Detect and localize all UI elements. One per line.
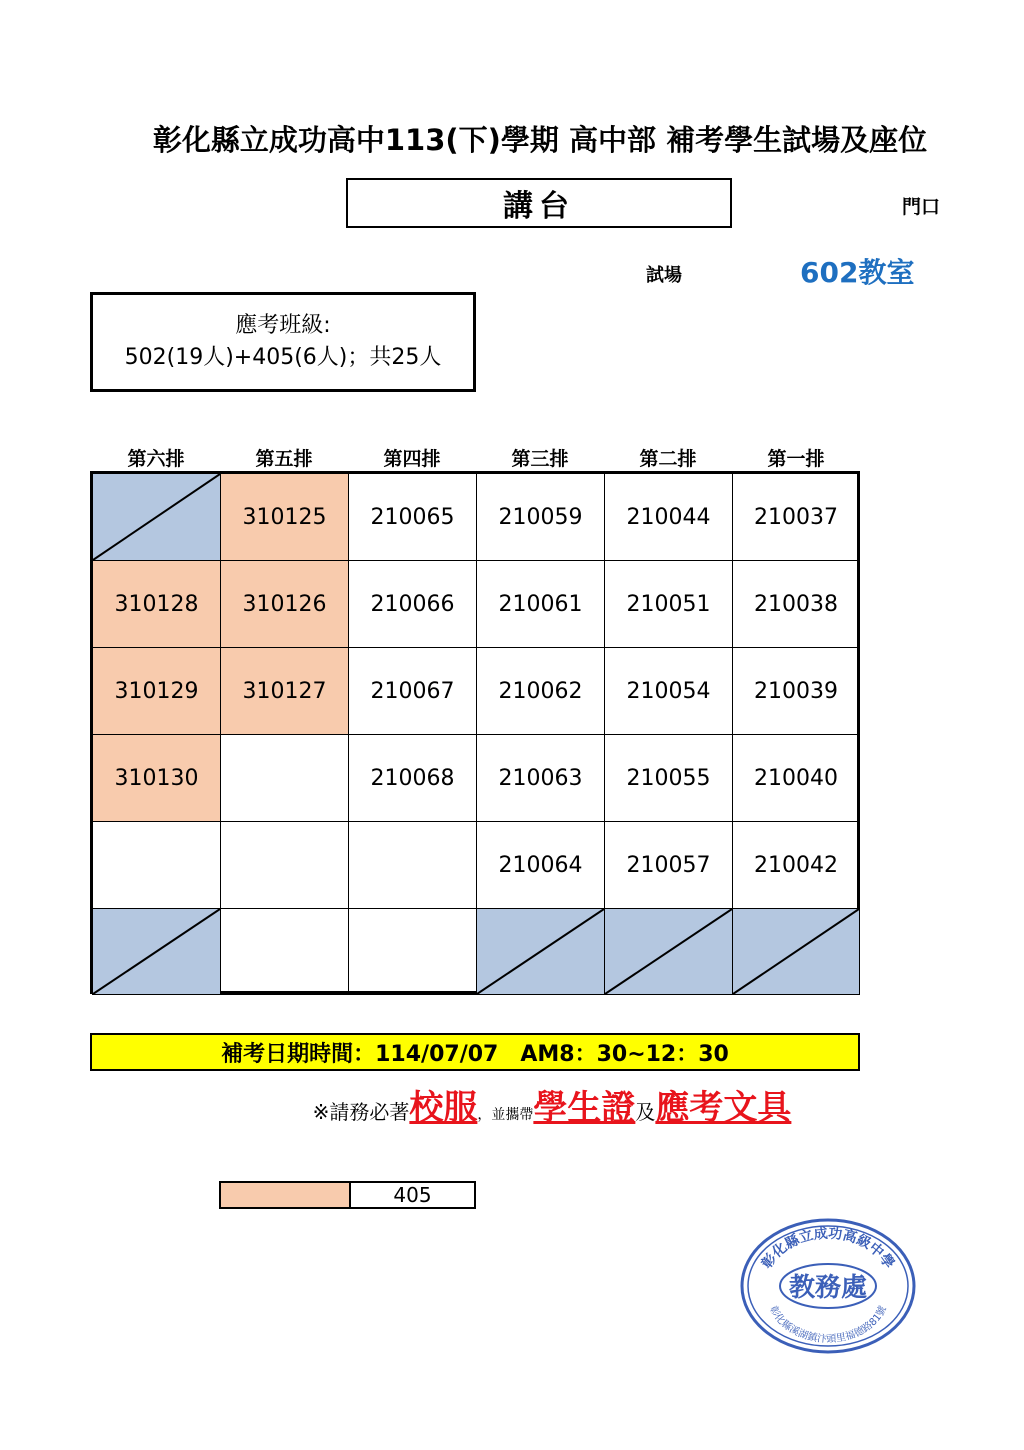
seat-cell bbox=[604, 647, 733, 735]
notice-student-id: 學生證 bbox=[533, 1088, 636, 1128]
seat-cell bbox=[732, 560, 860, 648]
seat-number: 310128 bbox=[114, 591, 199, 617]
seat-cell bbox=[476, 908, 605, 995]
seat-cell bbox=[732, 908, 860, 995]
seat-cell bbox=[220, 473, 349, 561]
seat-number: 210066 bbox=[370, 591, 455, 617]
column-header: 第三排 bbox=[511, 448, 569, 470]
seat-number: 310125 bbox=[242, 504, 327, 530]
seat-cell bbox=[348, 734, 477, 822]
seat-number: 210054 bbox=[626, 678, 711, 704]
seal-center-text: 教務處 bbox=[788, 1273, 868, 1303]
seat-cell bbox=[220, 908, 349, 995]
seat-cell bbox=[220, 734, 349, 822]
door-label: 門口 bbox=[902, 196, 941, 218]
legend-value: 405 bbox=[393, 1183, 432, 1207]
seat-cell bbox=[476, 473, 605, 561]
seat-number: 210037 bbox=[754, 504, 838, 530]
column-header: 第六排 bbox=[127, 448, 185, 470]
seat-cell bbox=[476, 560, 605, 648]
seat-number: 210063 bbox=[498, 765, 583, 791]
notice-sep: ，並攜帶 bbox=[477, 1107, 534, 1123]
office-seal bbox=[738, 1214, 918, 1354]
seat-number: 210055 bbox=[626, 765, 711, 791]
seat-cell bbox=[732, 647, 860, 735]
seat-cell bbox=[348, 473, 477, 561]
seat-number: 210044 bbox=[626, 504, 711, 530]
seat-cell bbox=[604, 908, 733, 995]
seat-number: 310127 bbox=[242, 678, 327, 704]
seat-cell bbox=[92, 734, 221, 822]
seat-number: 210057 bbox=[626, 852, 711, 878]
seat-cell bbox=[220, 560, 349, 648]
seat-cell bbox=[604, 560, 733, 648]
legend-box bbox=[219, 1181, 476, 1209]
svg-text:彰化縣溪湖鎮汴頭里福德路81號 bbox=[767, 1304, 889, 1346]
classes-detail: 502(19人)+405(6人)；共25人 bbox=[124, 345, 442, 370]
seat-number: 210061 bbox=[498, 591, 583, 617]
seat-number: 210038 bbox=[754, 591, 838, 617]
seat-cell bbox=[476, 734, 605, 822]
seat-number: 210040 bbox=[754, 765, 838, 791]
seat-number: 310130 bbox=[114, 765, 199, 791]
seat-cell bbox=[732, 734, 860, 822]
seat-cell bbox=[476, 821, 605, 909]
seat-cell bbox=[604, 473, 733, 561]
seat-cell bbox=[92, 908, 221, 995]
seat-number: 310126 bbox=[242, 591, 327, 617]
seat-number: 210064 bbox=[498, 852, 583, 878]
seat-cell bbox=[604, 734, 733, 822]
seat-cell bbox=[348, 908, 477, 995]
classes-label: 應考班級: bbox=[235, 313, 331, 338]
seat-number: 210039 bbox=[754, 678, 838, 704]
seat-number: 310129 bbox=[114, 678, 199, 704]
column-header: 第四排 bbox=[383, 448, 441, 470]
classes-box bbox=[90, 292, 476, 392]
blocked-seat-slash bbox=[93, 474, 220, 560]
seat-cell bbox=[92, 647, 221, 735]
seat-cell bbox=[220, 647, 349, 735]
seat-cell bbox=[92, 560, 221, 648]
seat-cell bbox=[348, 560, 477, 648]
column-header: 第一排 bbox=[767, 448, 825, 470]
seat-cell bbox=[476, 647, 605, 735]
blocked-seat-slash bbox=[605, 909, 732, 994]
notice-prefix: ※請務必著 bbox=[312, 1100, 410, 1124]
seal-top-text: 彰化縣立成功高級中學 bbox=[758, 1225, 898, 1272]
seat-number: 210062 bbox=[498, 678, 583, 704]
room-label: 試場 bbox=[646, 265, 682, 286]
room-value: 602教室 bbox=[800, 256, 915, 289]
podium-box: 講台 bbox=[346, 178, 732, 228]
seat-number: 210042 bbox=[754, 852, 838, 878]
notice-stationery: 應考文具 bbox=[655, 1088, 792, 1128]
seat-cell bbox=[92, 473, 221, 561]
blocked-seat-slash bbox=[93, 909, 220, 994]
page-title: 彰化縣立成功高中113(下)學期 高中部 補考學生試場及座位 bbox=[152, 123, 928, 157]
notice-line bbox=[0, 1080, 1024, 1129]
seat-cell bbox=[348, 647, 477, 735]
seating-chart bbox=[90, 471, 860, 994]
exam-time-bar: 補考日期時間：114/07/07 AM8：30~12：30 bbox=[90, 1033, 860, 1071]
seat-cell bbox=[348, 821, 477, 909]
seal-bottom-text: 彰化縣溪湖鎮汴頭里福德路81號 bbox=[767, 1304, 889, 1346]
seat-cell bbox=[220, 821, 349, 909]
seat-cell bbox=[92, 821, 221, 909]
column-header: 第二排 bbox=[639, 448, 697, 470]
column-header: 第五排 bbox=[255, 448, 313, 470]
seat-number: 210067 bbox=[370, 678, 455, 704]
seat-number: 210065 bbox=[370, 504, 455, 530]
seat-number: 210051 bbox=[626, 591, 711, 617]
blocked-seat-slash bbox=[733, 909, 859, 994]
seat-number: 210068 bbox=[370, 765, 455, 791]
seat-number: 210059 bbox=[498, 504, 583, 530]
legend-swatch bbox=[221, 1183, 351, 1207]
seat-cell bbox=[732, 473, 860, 561]
notice-and: 及 bbox=[635, 1100, 656, 1124]
seat-cell bbox=[604, 821, 733, 909]
seat-cell bbox=[732, 821, 860, 909]
blocked-seat-slash bbox=[477, 909, 604, 994]
notice-uniform: 校服 bbox=[409, 1088, 478, 1128]
